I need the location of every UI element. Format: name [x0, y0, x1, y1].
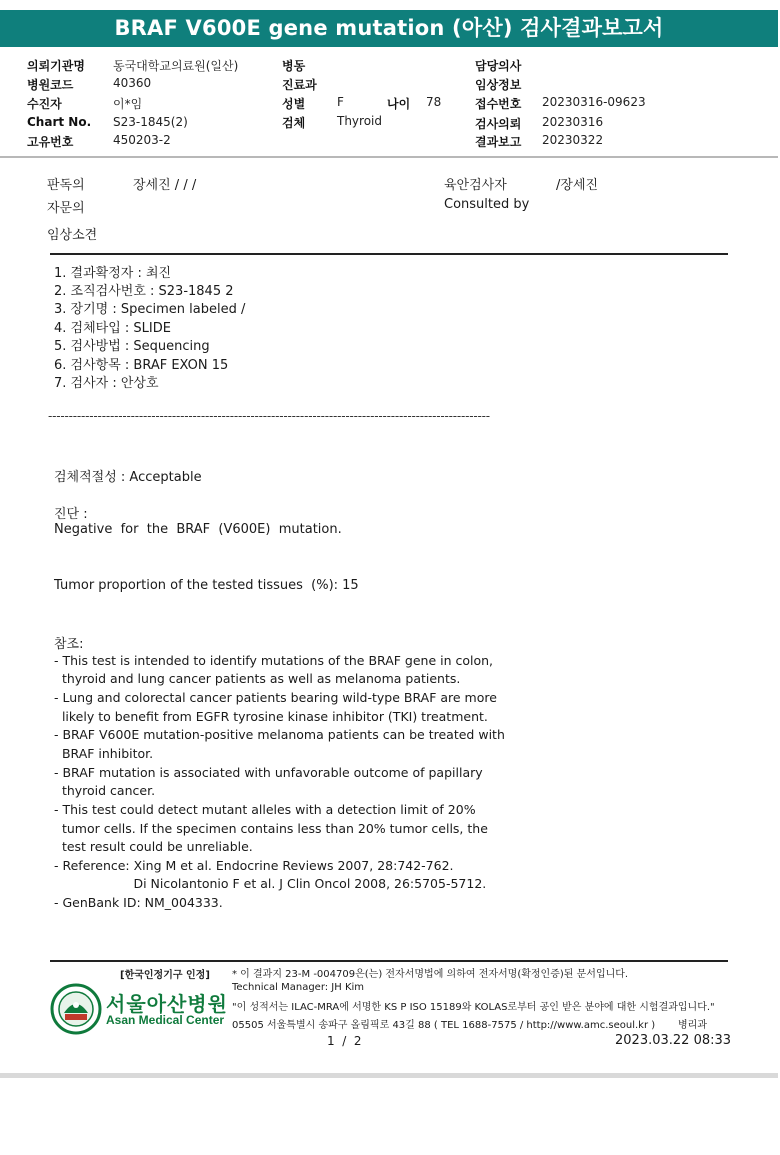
- header-value: 450203-2: [113, 133, 171, 147]
- hospital-logo-korean: 서울아산병원: [106, 992, 228, 1016]
- header-label: 의뢰기관명: [27, 59, 85, 73]
- header-value: 이*임: [113, 97, 143, 111]
- tumor-proportion: Tumor proportion of the tested tissues (%): 15: [54, 578, 359, 593]
- reference-line: likely to benefit from EGFR tyrosine kinase inhibitor (TKI) treatment.: [54, 709, 488, 724]
- hospital-logo-english: Asan Medical Center: [106, 1013, 225, 1027]
- gross-examiner-label: 육안검사자: [444, 178, 507, 193]
- header-label: 검사의뢰: [475, 117, 522, 131]
- reference-line: thyroid and lung cancer patients as well as melanoma patients.: [54, 671, 461, 686]
- list-item: 7. 검사자 : 안상호: [54, 376, 159, 391]
- specimen-adequacy: 검체적절성 : Acceptable: [54, 470, 202, 485]
- accreditation-label: [한국인정기구 인정]: [120, 970, 210, 981]
- gross-examiner-value: /장세진: [556, 178, 599, 193]
- reference-line: - This test could detect mutant alleles with a detection limit of 20%: [54, 802, 476, 817]
- reference-line: BRAF inhibitor.: [54, 746, 154, 761]
- reference-line: - BRAF mutation is associated with unfavorable outcome of papillary: [54, 765, 483, 780]
- reference-line: - BRAF V600E mutation-positive melanoma patients can be treated with: [54, 727, 505, 742]
- header-value: 20230316: [542, 115, 604, 129]
- reader-label: 판독의: [47, 178, 85, 193]
- diagnosis-text: Negative for the BRAF (V600E) mutation.: [54, 522, 342, 537]
- header-label: 병동: [282, 59, 306, 73]
- header-label: 성별: [282, 97, 306, 111]
- header-value: S23-1845(2): [113, 115, 188, 129]
- header-label: 수진자: [27, 97, 62, 111]
- header-label: 담당의사: [475, 59, 522, 73]
- list-item: 4. 검체타입 : SLIDE: [54, 321, 171, 336]
- reference-line: thyroid cancer.: [54, 783, 156, 798]
- footer-accreditation-note: "이 성적서는 ILAC-MRA에 서명한 KS P ISO 15189와 KOLAS로부터 공인 받은 분야에 대한 시험결과입니다.": [232, 1002, 715, 1013]
- reference-line: test result could be unreliable.: [54, 839, 253, 854]
- report-title: BRAF V600E gene mutation (아산) 검사결과보고서: [0, 10, 778, 47]
- header-value: 40360: [113, 76, 152, 90]
- page-number: 1 / 2: [327, 1034, 362, 1048]
- list-item: 1. 결과확정자 : 최진: [54, 266, 172, 281]
- list-item: 5. 검사방법 : Sequencing: [54, 339, 210, 354]
- header-label: 병원코드: [27, 78, 74, 92]
- reference-line: tumor cells. If the specimen contains less than 20% tumor cells, the: [54, 821, 488, 836]
- header-value: Thyroid: [337, 114, 382, 128]
- page-bottom-border: [0, 1073, 778, 1078]
- list-item: 3. 장기명 : Specimen labeled /: [54, 302, 246, 317]
- consultant-label: 자문의: [47, 201, 85, 216]
- footer-address: 05505 서울특별시 송파구 올림픽로 43길 88 ( TEL 1688-7575 / http://www.amc.seoul.kr ): [232, 1020, 656, 1031]
- reference-line: - Reference: Xing M et al. Endocrine Reviews 2007, 28:742-762.: [54, 858, 454, 873]
- header-label: Chart No.: [27, 115, 92, 129]
- reference-line: - GenBank ID: NM_004333.: [54, 895, 223, 910]
- header-value: F: [337, 95, 344, 109]
- header-label: 결과보고: [475, 135, 522, 149]
- header-value: 78: [426, 95, 442, 109]
- reference-line: - Lung and colorectal cancer patients bearing wild-type BRAF are more: [54, 690, 497, 705]
- report-datetime: 2023.03.22 08:33: [615, 1033, 732, 1048]
- reference-line: Di Nicolantonio F et al. J Clin Oncol 2008, 26:5705-5712.: [54, 876, 487, 891]
- list-item: 2. 조직검사번호 : S23-1845 2: [54, 284, 234, 299]
- header-value: 20230322: [542, 133, 604, 147]
- diagnosis-label: 진단 :: [54, 507, 88, 522]
- reader-value: 장세진 / / /: [133, 178, 197, 193]
- clinical-findings-label: 임상소견: [47, 228, 98, 243]
- kolas-seal-icon: [50, 983, 102, 1035]
- header-label: 검체: [282, 116, 306, 130]
- reference-line: - This test is intended to identify mutations of the BRAF gene in colon,: [54, 653, 494, 668]
- header-divider: [0, 156, 778, 158]
- section-divider: [50, 253, 728, 255]
- header-label: 고유번호: [27, 135, 74, 149]
- header-label: 임상정보: [475, 78, 522, 92]
- reference-label: 참조:: [54, 637, 84, 652]
- footer-signature-note: * 이 결과지 23-M -004709은(는) 전자서명법에 의하여 전자서명(확정인증)된 문서입니다.: [232, 969, 629, 980]
- list-item: 6. 검사항목 : BRAF EXON 15: [54, 358, 229, 373]
- consulted-by-label: Consulted by: [444, 197, 530, 212]
- dashed-separator: -----------------------------------------------------------------------------------------------------------: [48, 409, 490, 423]
- header-label: 나이: [387, 97, 411, 111]
- footer-divider: [50, 960, 728, 962]
- header-label: 접수번호: [475, 97, 522, 111]
- footer-technical-manager: Technical Manager: JH Kim: [232, 982, 365, 993]
- footer-department: 병리과: [678, 1020, 707, 1031]
- header-label: 진료과: [282, 78, 317, 92]
- header-value: 20230316-09623: [542, 95, 646, 109]
- header-value: 동국대학교의료원(일산): [113, 59, 239, 73]
